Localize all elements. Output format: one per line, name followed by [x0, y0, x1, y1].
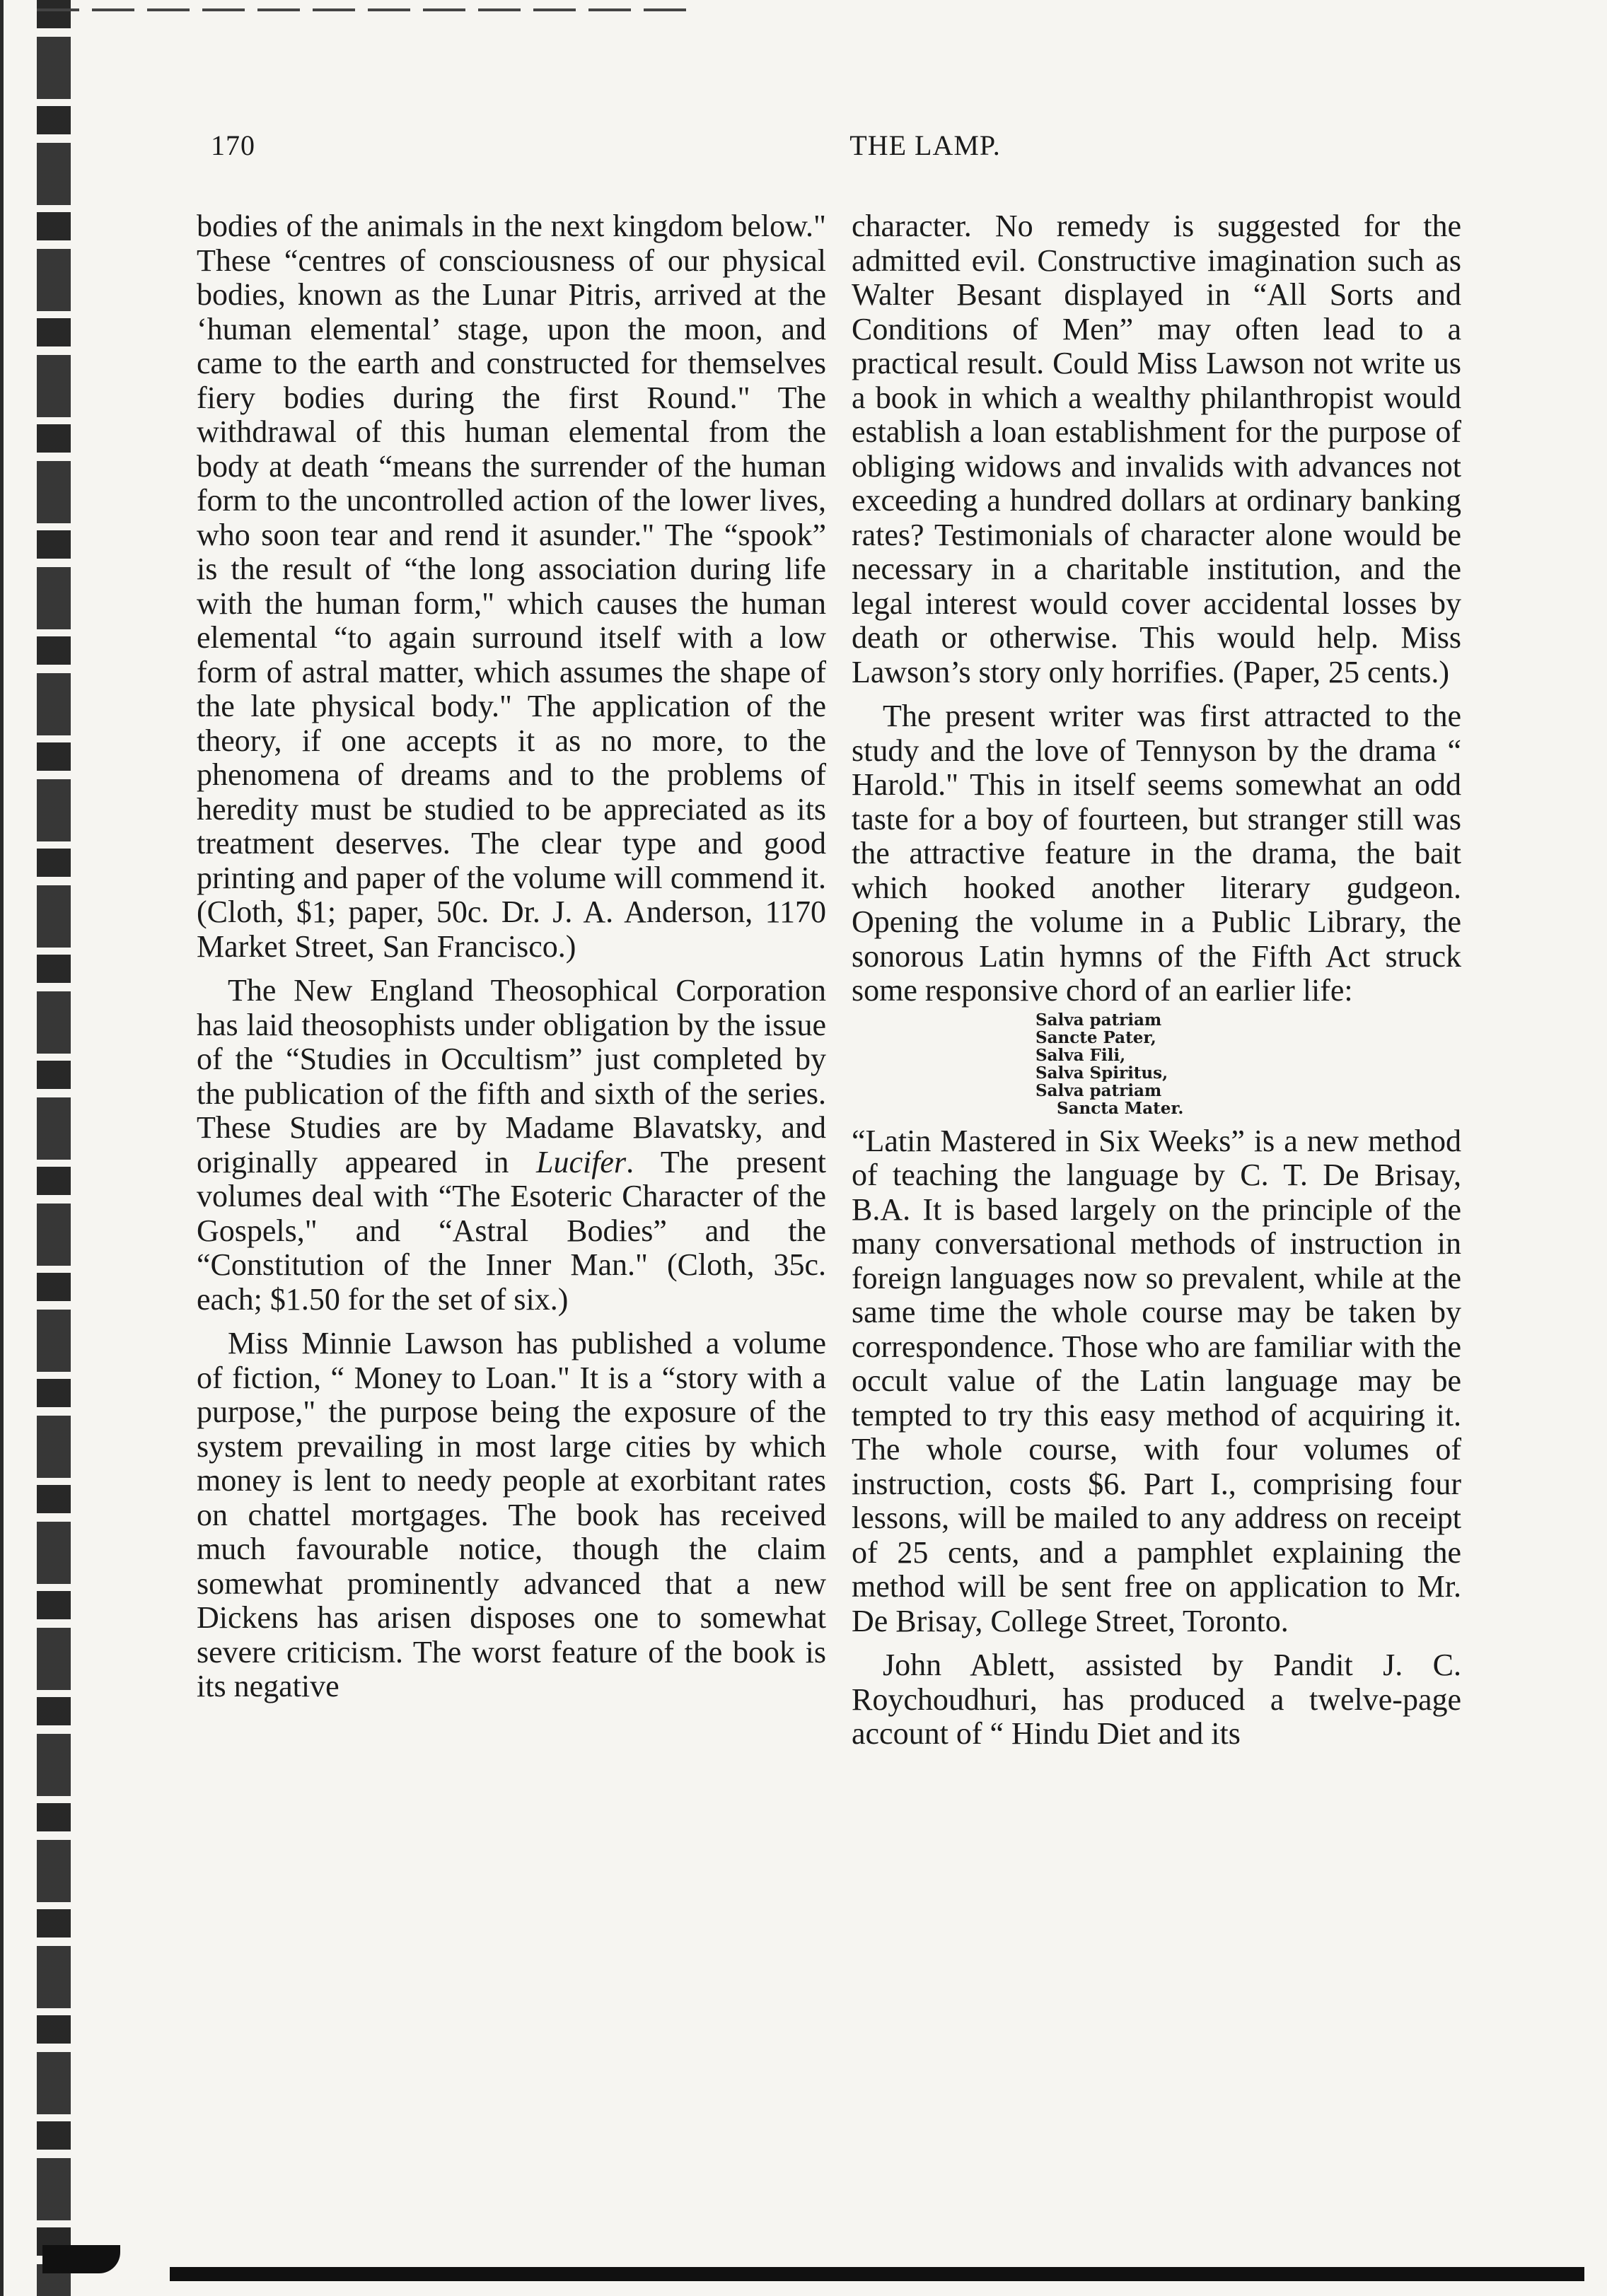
- verse-line: Salva Spiritus,: [1035, 1063, 1168, 1083]
- paragraph: [197, 974, 826, 1317]
- page-header: [211, 129, 1456, 171]
- latin-verse: [852, 1011, 1461, 1117]
- right-column: [852, 209, 1461, 1752]
- paragraph: Miss Minnie Lawson has published a volume of fiction, “ Money to Loan." It is a “story with a purpose," the purpose being the exposure of the system prevailing in most large cities by which money is lent to needy people at exorbitant rates on chattel mortgages. The book has received much favourable notice, though the claim somewhat prominently advanced that a new Dickens has arisen disposes one to somewhat severe criticism. The worst feature of the book is its negative: [197, 1326, 826, 1703]
- left-column: [197, 209, 826, 1704]
- ink-blot: [42, 2245, 120, 2273]
- paragraph: “Latin Mastered in Six Weeks” is a new method of teaching the language by C. T. De Brisay, B.A. It is based largely on the principle of the many conversational methods of instruction in foreign languages now so prevalent, while at the same time the whole course may be taken by correspondence. Those who are familiar with the occult value of the Latin language may be tempted to try this easy method of acquiring it. The whole course, with four volumes of instruction, costs $6. Part I., comprising four lessons, will be mailed to any address on receipt of 25 cents, and a pamphlet explaining the method will be sent free on application to Mr. De Brisay, College Street, Toronto.: [852, 1123, 1461, 1638]
- verse-line: Sancta Mater.: [1057, 1098, 1184, 1118]
- binding-shadow: [37, 0, 71, 2296]
- verse-line: Salva Fili,: [1035, 1045, 1126, 1065]
- bottom-rule: [170, 2267, 1584, 2281]
- periodical-title: Lucifer: [535, 1144, 627, 1179]
- paragraph: The present writer was first attracted to the study and the love of Tennyson by the drama “ Harold." This in itself seems somewhat an odd taste for a boy of fourteen, but stranger still was the attractive feature in the drama, the bait which hooked another literary gudgeon. Opening the volume in a Public Library, the sonorous Latin hymns of the Fifth Act struck some responsive chord of an earlier life:: [852, 699, 1461, 1008]
- top-rule: [37, 8, 688, 11]
- running-title: THE LAMP.: [849, 129, 1001, 161]
- paragraph-text: . The present volumes deal with “The Esoteric Character of the Gospels," and “Astral Bodies” and the “Constitution of the Inner Man." (Cloth, 35c. each; $1.50 for the set of six.): [197, 1144, 827, 1317]
- verse-line: Sancte Pater,: [1035, 1027, 1156, 1047]
- verse-line: Salva patriam: [1035, 1080, 1162, 1100]
- binding-edge: [0, 0, 4, 2296]
- verse-line: Salva patriam: [1035, 1010, 1162, 1030]
- paragraph: character. No remedy is suggested for the admitted evil. Constructive imagination such as Walter Besant displayed in “All Sorts and Conditions of Men” may often lead to a practical result. Could Miss Lawson not write us a book in which a wealthy philanthropist would establish a loan establishment for the purpose of obliging widows and invalids with advances not exceeding a hundred dollars at ordinary banking rates? Testimonials of character alone would be necessary in a charitable institution, and the legal interest would cover accidental losses by death or otherwise. This would help. Miss Lawson’s story only horrifies. (Paper, 25 cents.): [852, 209, 1461, 689]
- page-number: 170: [211, 129, 255, 161]
- paragraph: bodies of the animals in the next kingdom below." These “centres of consciousness of our physical bodies, known as the Lunar Pitris, arrived at the ‘human elemental’ stage, upon the moon, and came to the earth and constructed for themselves fiery bodies during the first Round." The withdrawal of this human elemental from the body at death “means the surrender of the human form to the uncontrolled action of the lower lives, who soon tear and rend it asunder." The “spook” is the result of “the long association during life with the human form," which causes the human elemental “to again surround itself with a low form of astral matter, which assumes the shape of the late physical body." The application of the theory, if one accepts it as no more, to the phenomena of dreams and to the problems of heredity must be studied to be appreciated as its treatment deserves. The clear type and good printing and paper of the volume will commend it. (Cloth, $1; paper, 50c. Dr. J. A. Anderson, 1170 Market Street, San Francisco.): [197, 209, 826, 964]
- paragraph-text: The New England Theosophical Corporation has laid theosophists under obligation by the issue of the “Studies in Occultism” just completed by the publication of the fifth and sixth of the series. These Studies are by Madame Blavatsky, and originally appeared in: [197, 973, 826, 1179]
- paragraph: John Ablett, assisted by Pandit J. C. Roychoudhuri, has produced a twelve-page account of “ Hindu Diet and its: [852, 1648, 1461, 1751]
